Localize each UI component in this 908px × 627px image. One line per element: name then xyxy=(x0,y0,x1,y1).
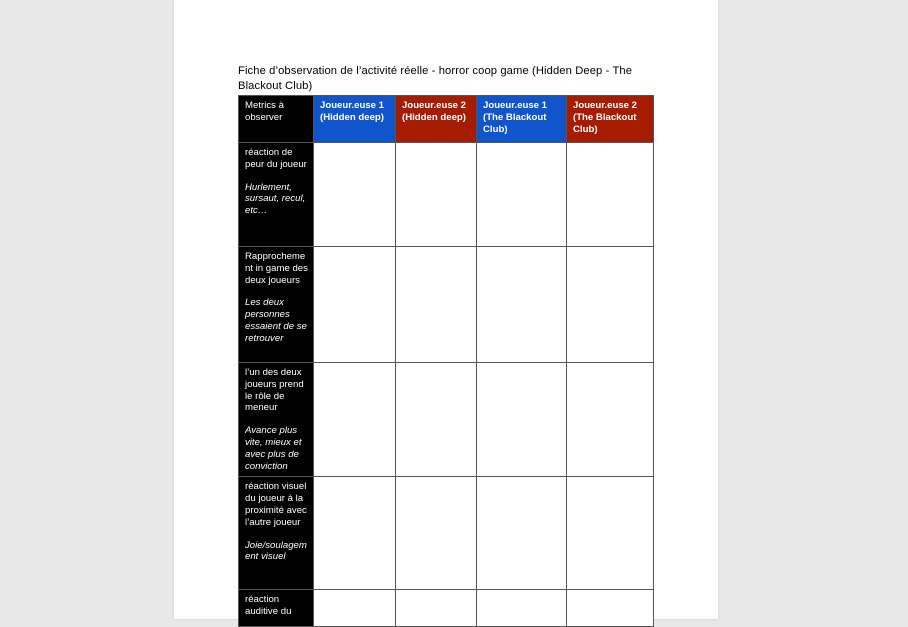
metric-cell xyxy=(239,477,314,590)
metric-cell xyxy=(239,143,314,247)
column-header-player-1-blackout-club: Joueur.euse 1 (The Blackout Club) xyxy=(477,96,567,143)
table-header-row xyxy=(239,96,654,143)
metric-label: réaction de peur du joueur xyxy=(245,147,307,170)
answer-cell-player-1-blackout-club[interactable] xyxy=(477,143,567,247)
table-row xyxy=(239,477,654,590)
column-header-metrics: Metrics à observer xyxy=(239,96,314,143)
column-header-player-1-hidden-deep: Joueur.euse 1 (Hidden deep) xyxy=(314,96,396,143)
table-row xyxy=(239,363,654,477)
metric-cell xyxy=(239,363,314,477)
answer-cell-player-1-hidden-deep[interactable] xyxy=(314,590,396,627)
metric-hint: Avance plus vite, mieux et avec plus de conviction xyxy=(245,425,302,472)
answer-cell-player-1-hidden-deep[interactable] xyxy=(314,477,396,590)
metric-label: réaction visuel du joueur à la proximité avec l’autre joueur xyxy=(245,481,307,528)
answer-cell-player-2-hidden-deep[interactable] xyxy=(396,477,477,590)
table-row xyxy=(239,143,654,247)
answer-cell-player-1-blackout-club[interactable] xyxy=(477,247,567,363)
column-header-player-2-hidden-deep: Joueur.euse 2 (Hidden deep) xyxy=(396,96,477,143)
metric-label: réaction auditive du xyxy=(245,594,292,618)
answer-cell-player-1-hidden-deep[interactable] xyxy=(314,247,396,363)
metric-label: l’un des deux joueurs prend le rôle de meneur xyxy=(245,367,304,414)
answer-cell-player-1-blackout-club[interactable] xyxy=(477,590,567,627)
page-title: Fiche d’observation de l’activité réelle - horror coop game (Hidden Deep - The Blackout Club) xyxy=(238,65,633,93)
answer-cell-player-2-blackout-club[interactable] xyxy=(567,143,654,247)
answer-cell-player-2-blackout-club[interactable] xyxy=(567,477,654,590)
answer-cell-player-1-blackout-club[interactable] xyxy=(477,363,567,477)
answer-cell-player-2-blackout-club[interactable] xyxy=(567,247,654,363)
observation-table xyxy=(238,95,654,627)
metric-hint: Les deux personnes essaient de se retrouver xyxy=(245,297,307,344)
answer-cell-player-1-hidden-deep[interactable] xyxy=(314,363,396,477)
column-header-player-2-blackout-club: Joueur.euse 2 (The Blackout Club) xyxy=(567,96,654,143)
answer-cell-player-2-hidden-deep[interactable] xyxy=(396,590,477,627)
metric-hint: Hurlement, sursaut, recul, etc… xyxy=(245,181,306,217)
answer-cell-player-2-hidden-deep[interactable] xyxy=(396,247,477,363)
answer-cell-player-1-hidden-deep[interactable] xyxy=(314,143,396,247)
answer-cell-player-2-blackout-club[interactable] xyxy=(567,363,654,477)
answer-cell-player-2-hidden-deep[interactable] xyxy=(396,363,477,477)
metric-cell xyxy=(239,590,314,627)
metric-cell xyxy=(239,247,314,363)
answer-cell-player-1-blackout-club[interactable] xyxy=(477,477,567,590)
document-page xyxy=(174,0,718,619)
table-row xyxy=(239,247,654,363)
table-row xyxy=(239,590,654,627)
answer-cell-player-2-hidden-deep[interactable] xyxy=(396,143,477,247)
metric-hint: Joie/soulagement visuel xyxy=(245,539,307,563)
metric-label: Rapprochement in game des deux joueurs xyxy=(245,251,308,286)
answer-cell-player-2-blackout-club[interactable] xyxy=(567,590,654,627)
